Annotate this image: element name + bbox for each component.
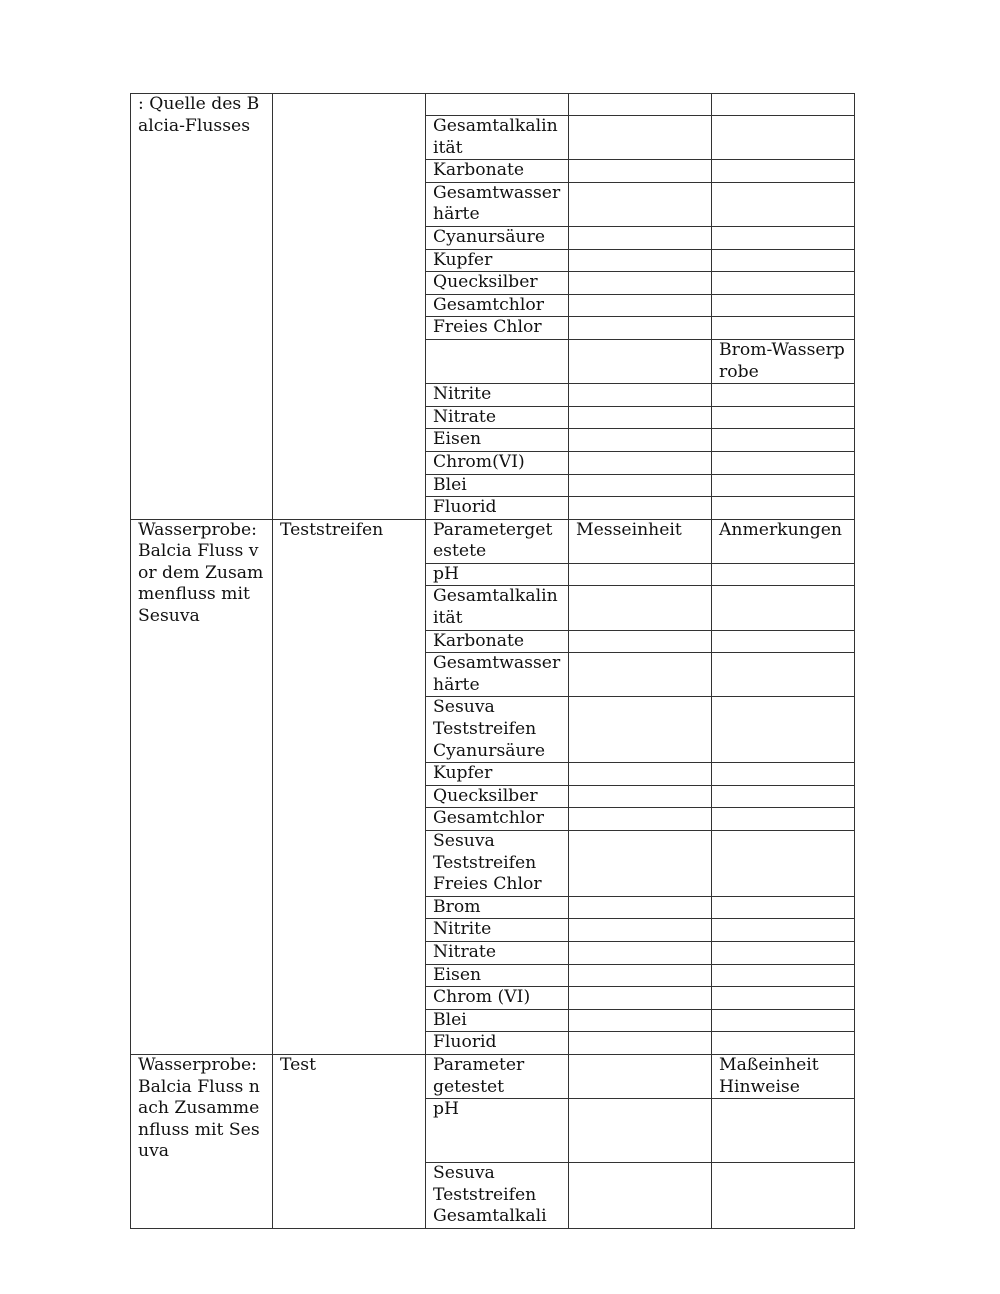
unit-cell <box>569 451 712 474</box>
param-cell: Nitrate <box>426 406 569 429</box>
unit-cell <box>569 272 712 295</box>
unit-cell <box>569 384 712 407</box>
param-cell: Gesamtwasserhärte <box>426 182 569 226</box>
note-cell <box>712 294 855 317</box>
unit-cell <box>569 630 712 653</box>
unit-cell <box>569 586 712 630</box>
param-cell: Eisen <box>426 964 569 987</box>
group1 <box>131 94 855 520</box>
param-cell: Parameter getestet <box>426 1054 569 1098</box>
param-cell: Cyanursäure <box>426 226 569 249</box>
param-cell: Gesamtchlor <box>426 294 569 317</box>
sample-label-cell: : Quelle des Balcia-Flusses <box>131 94 273 520</box>
note-cell <box>712 896 855 919</box>
note-cell <box>712 1009 855 1032</box>
note-cell <box>712 697 855 763</box>
unit-cell <box>569 1054 712 1098</box>
method-cell <box>273 94 426 520</box>
param-cell: Kupfer <box>426 249 569 272</box>
unit-cell <box>569 406 712 429</box>
param-cell: Nitrite <box>426 384 569 407</box>
note-cell <box>712 272 855 295</box>
param-cell: Gesamtchlor <box>426 808 569 831</box>
param-cell: Chrom(VI) <box>426 451 569 474</box>
param-cell: pH <box>426 563 569 586</box>
param-cell: Brom <box>426 896 569 919</box>
unit-cell <box>569 339 712 383</box>
unit-cell <box>569 831 712 897</box>
sample-label-cell: Wasserprobe: Balcia Fluss nach Zusammenfluss mit Sesuva <box>131 1054 273 1228</box>
param-cell: Gesamtalkalinität <box>426 116 569 160</box>
unit-cell <box>569 249 712 272</box>
method-cell: Teststreifen <box>273 519 426 1054</box>
unit-cell <box>569 941 712 964</box>
param-cell: Quecksilber <box>426 785 569 808</box>
method-cell: Test <box>273 1054 426 1228</box>
note-cell <box>712 94 855 116</box>
note-cell <box>712 429 855 452</box>
note-cell: Brom-Wasserprobe <box>712 339 855 383</box>
note-cell: Maßeinheit Hinweise <box>712 1054 855 1098</box>
unit-cell <box>569 1009 712 1032</box>
note-cell <box>712 831 855 897</box>
param-cell: Parametergetestete <box>426 519 569 563</box>
group2 <box>131 519 855 1054</box>
note-cell <box>712 941 855 964</box>
note-cell <box>712 497 855 520</box>
param-cell: pH <box>426 1099 569 1163</box>
param-cell: Karbonate <box>426 630 569 653</box>
unit-cell <box>569 763 712 786</box>
sample-label-cell: Wasserprobe: Balcia Fluss vor dem Zusammenfluss mit Sesuva <box>131 519 273 1054</box>
param-cell: Kupfer <box>426 763 569 786</box>
note-cell <box>712 249 855 272</box>
unit-cell <box>569 1099 712 1163</box>
param-cell: Chrom (VI) <box>426 987 569 1010</box>
note-cell <box>712 763 855 786</box>
unit-cell <box>569 653 712 697</box>
note-cell <box>712 563 855 586</box>
param-cell: Eisen <box>426 429 569 452</box>
unit-cell <box>569 785 712 808</box>
note-cell <box>712 1163 855 1229</box>
unit-cell <box>569 563 712 586</box>
param-cell: Sesuva Teststreifen Gesamtalkali <box>426 1163 569 1229</box>
param-cell: Nitrite <box>426 919 569 942</box>
unit-cell <box>569 226 712 249</box>
unit-cell <box>569 697 712 763</box>
unit-cell <box>569 160 712 183</box>
note-cell <box>712 226 855 249</box>
param-cell: Freies Chlor <box>426 317 569 340</box>
note-cell <box>712 116 855 160</box>
unit-cell <box>569 116 712 160</box>
unit-cell <box>569 94 712 116</box>
unit-cell: Messeinheit <box>569 519 712 563</box>
param-cell: Nitrate <box>426 941 569 964</box>
unit-cell <box>569 1032 712 1055</box>
param-cell: Karbonate <box>426 160 569 183</box>
note-cell <box>712 987 855 1010</box>
water-test-table <box>130 93 855 1229</box>
param-cell: Blei <box>426 1009 569 1032</box>
note-cell <box>712 384 855 407</box>
group3 <box>131 1054 855 1228</box>
note-cell <box>712 1032 855 1055</box>
unit-cell <box>569 497 712 520</box>
param-cell: Quecksilber <box>426 272 569 295</box>
note-cell <box>712 808 855 831</box>
param-cell: Sesuva Teststreifen Cyanursäure <box>426 697 569 763</box>
param-cell <box>426 339 569 383</box>
unit-cell <box>569 964 712 987</box>
unit-cell <box>569 987 712 1010</box>
param-cell: Blei <box>426 474 569 497</box>
unit-cell <box>569 182 712 226</box>
param-cell: Fluorid <box>426 1032 569 1055</box>
note-cell <box>712 964 855 987</box>
note-cell <box>712 474 855 497</box>
note-cell <box>712 406 855 429</box>
param-cell: Sesuva Teststreifen Freies Chlor <box>426 831 569 897</box>
note-cell <box>712 182 855 226</box>
param-cell: Gesamtwasserhärte <box>426 653 569 697</box>
note-cell <box>712 160 855 183</box>
note-cell: Anmerkungen <box>712 519 855 563</box>
unit-cell <box>569 896 712 919</box>
param-cell <box>426 94 569 116</box>
note-cell <box>712 785 855 808</box>
note-cell <box>712 630 855 653</box>
note-cell <box>712 451 855 474</box>
note-cell <box>712 919 855 942</box>
unit-cell <box>569 317 712 340</box>
note-cell <box>712 1099 855 1163</box>
unit-cell <box>569 429 712 452</box>
unit-cell <box>569 808 712 831</box>
param-cell: Fluorid <box>426 497 569 520</box>
unit-cell <box>569 919 712 942</box>
note-cell <box>712 317 855 340</box>
param-cell: Gesamtalkalinität <box>426 586 569 630</box>
note-cell <box>712 653 855 697</box>
unit-cell <box>569 1163 712 1229</box>
note-cell <box>712 586 855 630</box>
unit-cell <box>569 294 712 317</box>
unit-cell <box>569 474 712 497</box>
